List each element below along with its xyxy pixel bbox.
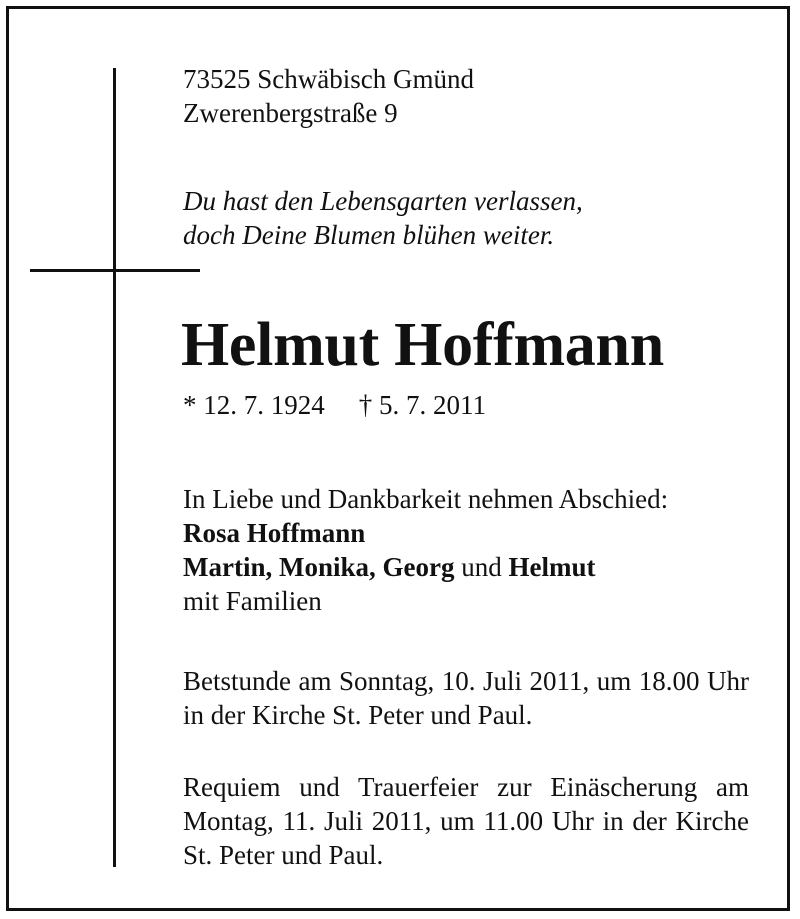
death-date: † 5. 7. 2011 [358, 390, 486, 420]
birth-date: * 12. 7. 1924 [183, 390, 325, 420]
mourner-spouse: Rosa Hoffmann [183, 518, 366, 548]
quote-line-1: Du hast den Lebensgarten verlassen, [183, 186, 583, 216]
cross-horizontal-bar [30, 269, 200, 272]
mourner-children [183, 550, 668, 584]
quote-line-2: doch Deine Blumen blühen weiter. [183, 220, 555, 250]
children-conjunction: und [461, 552, 502, 582]
children-names: Martin, Monika, Georg [183, 552, 455, 582]
mourner-families: mit Familien [183, 586, 322, 616]
prayer-hour-notice: Betstunde am Sonntag, 10. Juli 2011, um 18.00 Uhr in der Kirche St. Peter und Paul. [183, 666, 749, 730]
mourners-block [183, 482, 668, 618]
last-child-name: Helmut [508, 552, 596, 582]
cross-vertical-bar [113, 68, 116, 867]
mourners-intro: In Liebe und Dankbarkeit nehmen Abschied: [183, 484, 669, 514]
address-city: 73525 Schwäbisch Gmünd [183, 64, 474, 94]
address-street: Zwerenbergstraße 9 [183, 98, 398, 128]
memorial-quote [183, 184, 583, 252]
life-dates [183, 388, 486, 422]
address-block [183, 62, 474, 130]
requiem-notice: Requiem und Trauerfeier zur Einäscherung am Montag, 11. Juli 2011, um 11.00 Uhr in der Kirche St. Peter und Paul. [183, 772, 749, 870]
deceased-name: Helmut Hoffmann [181, 311, 664, 379]
